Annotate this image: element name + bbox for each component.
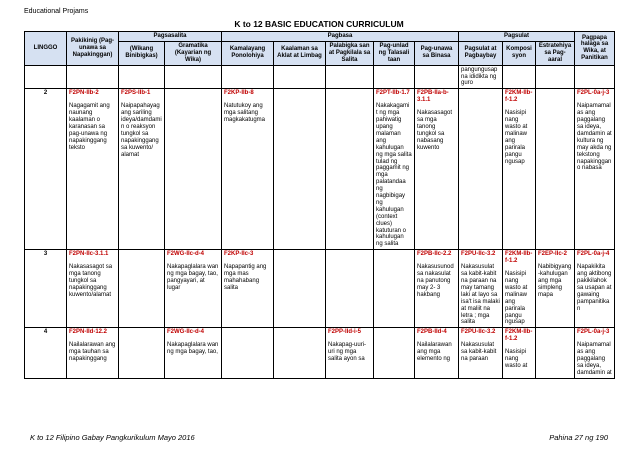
cell-pakikinig bbox=[67, 250, 119, 328]
cell-pakikinig bbox=[67, 89, 119, 250]
cell-pagsulat bbox=[459, 250, 503, 328]
cell-wikang bbox=[119, 328, 165, 378]
document-title: K to 12 BASIC EDUCATION CURRICULUM bbox=[234, 19, 404, 29]
competency-code: F2PL-0a-j-4 bbox=[577, 251, 610, 258]
cell-komposisyon bbox=[503, 89, 536, 250]
footer-document-name: K to 12 Filipino Gabay Pangkurikulum Mayo 2016 bbox=[30, 433, 195, 442]
competency-text: Nakapaglalara wan ng mga bagay, tao, bbox=[167, 342, 219, 356]
cell-pagpapahalaga bbox=[575, 250, 615, 328]
competency-text: Nasisipi nang wasto at bbox=[505, 349, 528, 369]
cell-palabigkasan bbox=[326, 89, 374, 250]
competency-text: Naipamamalas ang paggalang sa ideya, damdamin at bbox=[577, 342, 612, 376]
col-pagunawa: Pag-unawa sa Binasa bbox=[415, 41, 459, 65]
col-palabigkasan: Palabigka san at Pagkilala sa Salita bbox=[326, 41, 374, 65]
competency-code: F2PN-IIc-3.1.1 bbox=[69, 251, 109, 258]
competency-text: Nakakagami t ng mga pahiwatig upang malaman ang kahulugan ng mga salita tulad ng paggamit ng mga palatandaa ng nagbibigay ng kahulugan (context clues) katuturan o kahulugan ng salita bbox=[376, 103, 412, 248]
competency-text: Nakasasagot sa mga tanong tungkol sa napakinggang kuwento/alamat bbox=[69, 264, 113, 298]
cell-komposisyon bbox=[503, 328, 536, 378]
competency-code: F2PB-IIa-b-3.1.1 bbox=[417, 90, 449, 104]
competency-text: Nakapaglalara wan ng mga bagay, tao, pangyayari, at lugar bbox=[167, 264, 219, 291]
competency-code: F2PN-IIb-2 bbox=[69, 90, 99, 97]
competency-text: Nakapag-uuri-uri ng mga salita ayon sa bbox=[328, 342, 367, 363]
cell-wikang bbox=[119, 250, 165, 328]
competency-text: Nagagamit ang naunang kaalaman o karanasan sa pag-unawa ng napakinggang teksto bbox=[69, 103, 110, 151]
cell-pagunawa bbox=[415, 250, 459, 328]
cell-kaalaman bbox=[274, 89, 326, 250]
cell-pagpapahalaga bbox=[575, 328, 615, 378]
page-footer bbox=[30, 433, 608, 442]
competency-code: F2KM-IIb-f-1.2 bbox=[505, 90, 533, 104]
cell-pagunlad bbox=[374, 328, 415, 378]
week-number: 3 bbox=[25, 250, 67, 328]
week-number: 2 bbox=[25, 89, 67, 250]
competency-code: F2PL-0a-j-3 bbox=[577, 329, 610, 336]
competency-text: Nakasusulat sa kabit-kabit na paraan na may tamang laki at layo sa isa't isa malaki at maliit na letra ; mga salita bbox=[461, 264, 500, 326]
cell-kaalaman bbox=[274, 250, 326, 328]
col-kamalayang: Kamalayang Ponolohiya bbox=[222, 41, 274, 65]
competency-code: F2KP-IIb-8 bbox=[224, 90, 254, 97]
cell-palabigkasan bbox=[326, 328, 374, 378]
competency-code: F2PL-0a-j-3 bbox=[577, 90, 610, 97]
week-number: 4 bbox=[25, 328, 67, 378]
cell-gramatika bbox=[165, 250, 222, 328]
competency-code: F2KM-IIb-f-1.2 bbox=[505, 251, 533, 265]
competency-text: Nailalarawan ang mga tauhan sa napakinggang bbox=[69, 342, 116, 363]
competency-code: F2PP-IId-i-5 bbox=[328, 329, 362, 336]
table-row bbox=[25, 250, 615, 328]
col-gramatika: Gramatika (Kayarian ng Wika) bbox=[165, 41, 222, 65]
competency-code: F2PB-IId-4 bbox=[417, 329, 447, 336]
header-row-1 bbox=[25, 32, 615, 42]
cell-gramatika bbox=[165, 89, 222, 250]
header-top-label: Educational Projams bbox=[24, 8, 89, 15]
cell-pagunawa bbox=[415, 328, 459, 378]
competency-code: F2PS-IIb-1 bbox=[121, 90, 151, 97]
cell-pakikinig bbox=[67, 328, 119, 378]
cell-pagsulat bbox=[459, 328, 503, 378]
competency-code: F2EP-IIc-2 bbox=[538, 251, 568, 258]
col-pagsulat: Pagsulat bbox=[459, 32, 575, 42]
competency-code: F2PB-IIc-2.2 bbox=[417, 251, 452, 258]
cell-kamalayang bbox=[222, 250, 274, 328]
competency-text: Nasisipi nang wasto at malinaw ang parirala pangu ngusap bbox=[505, 271, 528, 326]
cell-pagunlad bbox=[374, 250, 415, 328]
footer-page-number: Pahina 27 ng 190 bbox=[549, 433, 608, 442]
cell-estratehiya bbox=[536, 328, 575, 378]
cell-palabigkasan bbox=[326, 250, 374, 328]
cell-gramatika bbox=[165, 328, 222, 378]
competency-code: F2PN-IId-12.2 bbox=[69, 329, 108, 336]
competency-code: F2WG-IIc-d-4 bbox=[167, 251, 204, 258]
table-row bbox=[25, 89, 615, 250]
col-estratehiya: Estratehiya sa Pag-aaral bbox=[536, 41, 575, 65]
cell-kaalaman bbox=[274, 328, 326, 378]
col-pagbasa: Pagbasa bbox=[222, 32, 459, 42]
cell-estratehiya bbox=[536, 89, 575, 250]
table-row bbox=[25, 328, 615, 378]
col-komposisyon: Komposi syon bbox=[503, 41, 536, 65]
cell-wikang bbox=[119, 89, 165, 250]
competency-text: Nakasusulat sa kabit-kabit na paraan bbox=[461, 342, 497, 363]
competency-text: Nasisipi nang wasto at malinaw ang parirala pangu ngusap bbox=[505, 110, 528, 165]
col-kaalaman: Kaalaman sa Aklat at Limbag bbox=[274, 41, 326, 65]
cell-kamalayang bbox=[222, 89, 274, 250]
competency-code: F2PU-IIc-3.2 bbox=[461, 329, 496, 336]
competency-text: Naipamamalas ang paggalang sa ideya, damdamin at kultura ng may akda ng tekstong napakinggan o nabasa bbox=[577, 103, 612, 172]
competency-code: F2PU-IIc-3.2 bbox=[461, 251, 496, 258]
cell-pagunawa bbox=[415, 89, 459, 250]
col-pagpapahalaga: Pagpapa halaga sa Wika, at Panitikan bbox=[575, 32, 615, 66]
competency-code: F2WG-IIc-d-4 bbox=[167, 329, 204, 336]
col-wikang-binibigkas: (Wikang Binibigkas) bbox=[119, 41, 165, 65]
cell-kamalayang bbox=[222, 328, 274, 378]
col-pagsulat-pagbaybay: Pagsulat at Pagbaybay bbox=[459, 41, 503, 65]
competency-text: Napakikita ang aktibong pakikilahok sa usapan at gawaing pampanitikan bbox=[577, 264, 612, 312]
cell-komposisyon bbox=[503, 250, 536, 328]
col-linggo: LINGGO bbox=[25, 32, 67, 66]
competency-text: Nakasusunod sa nakasulat na panutong may 2- 3 hakbang bbox=[417, 264, 454, 298]
cell-pagpapahalaga bbox=[575, 89, 615, 250]
competency-code: F2KP-IIc-3 bbox=[224, 251, 254, 258]
competency-code: F2PT-IIb-1.7 bbox=[376, 90, 410, 97]
curriculum-table bbox=[24, 31, 615, 379]
cell-estratehiya bbox=[536, 250, 575, 328]
col-pakikinig: Pakikinig (Pag-unawa sa Napakinggan) bbox=[67, 32, 119, 66]
competency-text: Naipapahayag ang sariling ideya/damdami n o reaksyon tungkol sa napakinggang sa kuwento/ alamat bbox=[121, 103, 162, 158]
competency-text: Nailalarawan ang mga elemento ng bbox=[417, 342, 452, 363]
col-pagsasalita: Pagsasalita bbox=[119, 32, 222, 42]
cell-pagsulat bbox=[459, 89, 503, 250]
competency-code: F2KM-IIb-f-1.2 bbox=[505, 329, 533, 343]
competency-text: Napapantig ang mga mas mahahabang salita bbox=[224, 264, 267, 291]
cell-pagunlad bbox=[374, 89, 415, 250]
competency-text: Nabibigyang-kahulugan ang mga simpleng mapa bbox=[538, 264, 572, 298]
continuation-cell: pangungusap na ididikta ng guro bbox=[459, 65, 503, 89]
col-pagunlad: Pag-unlad ng Talasali taan bbox=[374, 41, 415, 65]
competency-text: Natutukoy ang mga salitang magkakatugma bbox=[224, 103, 266, 124]
continuation-row bbox=[25, 65, 615, 89]
competency-text: Nakasasagot sa mga tanong tungkol sa nabasang kuwento bbox=[417, 110, 453, 151]
